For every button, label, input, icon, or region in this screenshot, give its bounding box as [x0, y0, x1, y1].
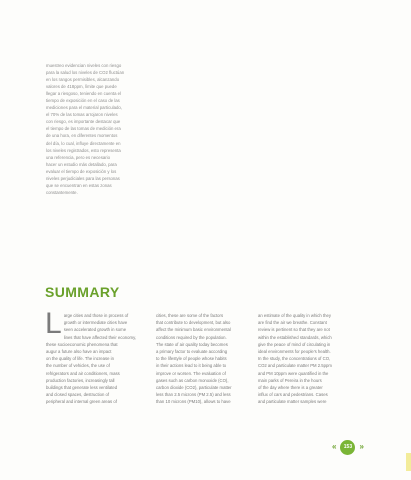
spanish-text-line: muestreo evidencian niveles con riesgo — [46, 63, 122, 68]
summary-text-line: review is pertinent so that they are not — [258, 327, 330, 333]
summary-text-line: growth or intermediate cities have — [63, 320, 128, 326]
page-edge-tab — [406, 453, 411, 471]
spanish-text-line: niveles perjudiciales para las personas — [46, 175, 120, 181]
spanish-text-line: hacer un estudio más detallado, para — [46, 161, 117, 167]
summary-text-line: peripheral and internal green areas of — [46, 399, 117, 405]
spanish-text-line: mediciones para el material particulado, — [46, 105, 122, 111]
summary-column-1 — [45, 307, 152, 406]
summary-text-line: the number of vehicles, the use of — [46, 363, 110, 369]
summary-text-line: that contribute to development, but also — [156, 320, 231, 326]
summary-heading: SUMMARY — [45, 284, 120, 300]
summary-text-line: in their actions lead to it being able to — [156, 363, 227, 369]
summary-text-line: and PM 10ppm were quantified in the — [258, 370, 329, 376]
summary-text-line: give the peace of mind of circulating in — [258, 341, 331, 347]
page-navigation — [332, 440, 364, 454]
dropcap-letter: L — [45, 307, 62, 340]
summary-column-1-text — [45, 307, 152, 406]
summary-text-line: of the day where there is a greater — [258, 385, 323, 391]
summary-text-line: than 10 microns (PM10), allows to have — [156, 399, 231, 405]
summary-text-line: refrigerators and air conditioners, mass — [46, 370, 120, 376]
summary-text-line: an estimate of the quality in which they — [258, 313, 331, 318]
summary-text-line: affect the minimum basic environmental — [156, 327, 231, 333]
summary-text-line: are find the air we breathe. Constant — [258, 320, 327, 326]
spanish-text-line: en los rangos permisibles, alcanzando — [46, 77, 120, 83]
spanish-text-line: valores de 418ppm, límite que puede — [46, 84, 117, 90]
intro-spanish-paragraph — [46, 62, 152, 196]
summary-column-2 — [156, 312, 262, 406]
spanish-text-line: evaluar el tiempo de exposición y los — [46, 168, 117, 174]
spanish-text-line: los niveles registrados, esto representa — [46, 147, 121, 153]
summary-text-line: main parks of Pereira in the hours — [258, 377, 322, 383]
summary-text-line: ideal environments for people's health. — [258, 349, 331, 355]
summary-text-line: and particulate matter samples were — [258, 399, 327, 405]
spanish-text-line: con riesgo, es importante destacar que — [46, 119, 121, 125]
summary-column-3 — [258, 312, 364, 406]
spanish-text-line: tiempo de exposición en el caso de las — [46, 98, 120, 104]
summary-text-line: seen accelerated growth in some — [63, 327, 127, 333]
summary-text-line: and closed spaces, destruction of — [46, 392, 110, 398]
spanish-text-line: el tiempo de las tomas de medición era — [46, 126, 121, 132]
summary-text-line: CO2 and particulate matter PM 2.5ppm — [258, 363, 332, 369]
summary-text-line: a primary factor to evaluate according — [156, 349, 228, 355]
summary-text-line: arge cities and those in process of — [63, 313, 129, 318]
summary-text-line: conditions required by the population. — [156, 334, 227, 340]
spanish-text-line: para la salud los niveles de CO2 fluctúan — [46, 70, 125, 76]
summary-text-line: production factories, increasingly tall — [46, 377, 115, 383]
spanish-text-line: constantemente. — [46, 189, 78, 195]
spanish-text-line: de una hora, en diferentes momentos — [46, 133, 118, 139]
page-number-badge: 153 — [340, 440, 355, 455]
summary-text-line: these socioeconomic phenomena that — [46, 341, 118, 347]
summary-text-line: on the quality of life. The increase in — [46, 356, 114, 362]
summary-text-line: cities, these are some of the factors — [156, 313, 224, 318]
previous-page-icon[interactable]: « — [332, 442, 337, 451]
summary-text-line: within the established standards, which — [258, 334, 332, 340]
summary-text-line: buildings that generate less ventilated — [46, 385, 118, 391]
summary-text-line: carbon dioxide (CO2), particulate matter — [156, 385, 232, 391]
next-page-icon[interactable]: » — [359, 442, 364, 451]
summary-text-line: to the lifestyle of people whose habits — [156, 356, 227, 362]
summary-text-line: lines that have affected their economy, — [63, 334, 137, 340]
summary-text-line: augur a future also have an impact — [46, 349, 112, 355]
summary-text-line: The state of air quality today becomes — [156, 341, 228, 347]
summary-text-line: less than 2.5 microns (PM 2.5) and less — [156, 392, 231, 398]
spanish-text-line: que se encuentran en estas zonas — [46, 182, 112, 188]
spanish-text-line: una referencia, pero es necesario — [46, 154, 111, 160]
spanish-text-line: el 70% de las tomas arrojaron niveles — [46, 112, 118, 118]
summary-text-line: gases such as carbon monoxide (CO), — [156, 377, 229, 383]
summary-text-line: improve or worsen. The evaluation of — [156, 370, 226, 376]
spanish-text-line: del día, lo cual, influye directamente en — [46, 140, 121, 146]
summary-text-line: influx of cars and pedestrians. Cases — [258, 392, 328, 398]
summary-text-line: In the study, the concentrations of CO, — [258, 356, 331, 362]
spanish-text-line: llegar a riesgoso, teniendo en cuenta el — [46, 91, 122, 97]
